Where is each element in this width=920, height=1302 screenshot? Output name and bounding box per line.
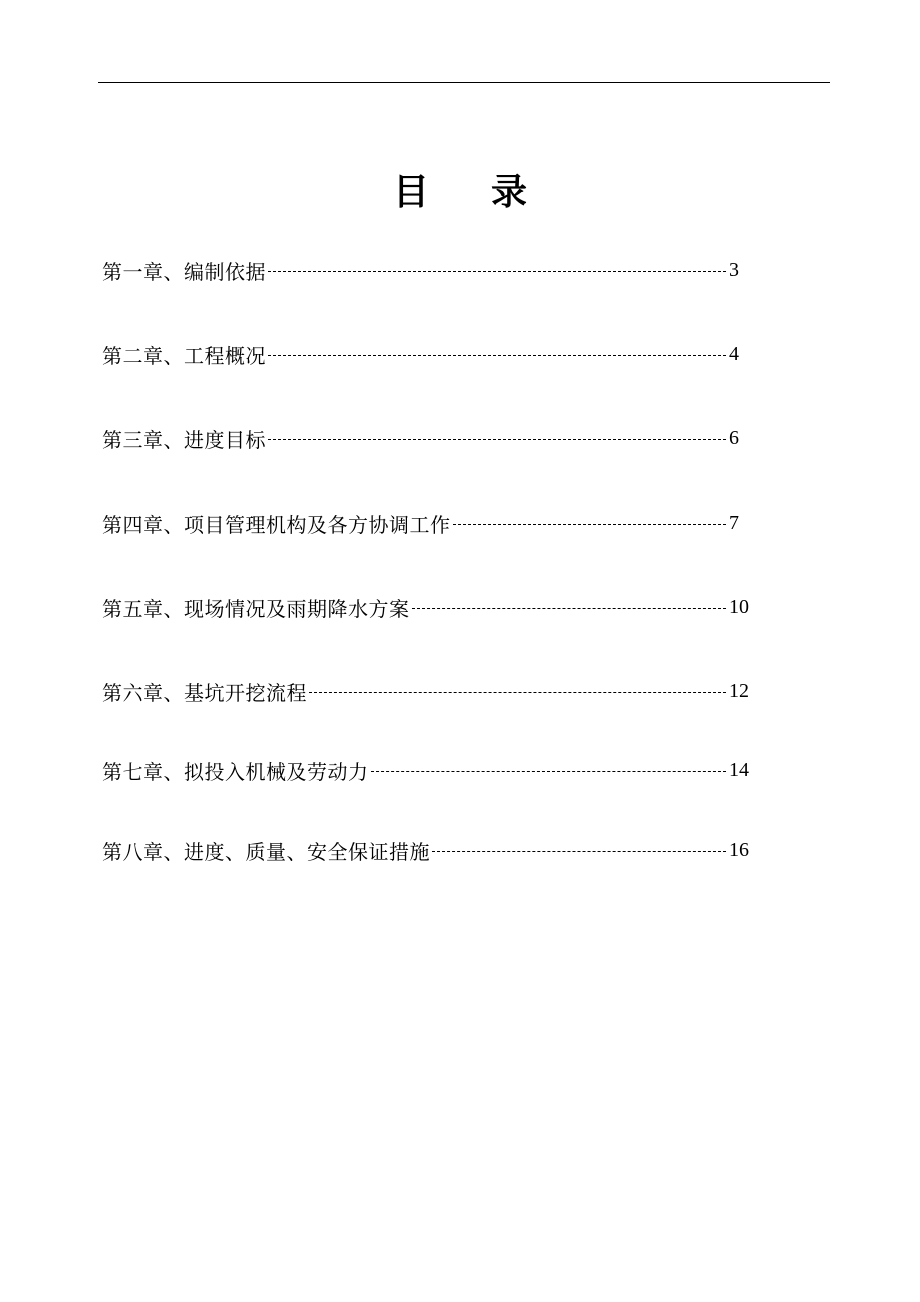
- toc-entry-label: 第六章、基坑开挖流程: [102, 680, 307, 705]
- toc-entry-page: 12: [729, 679, 749, 702]
- toc-entry-label: 第四章、项目管理机构及各方协调工作: [102, 512, 451, 537]
- toc-entry-2[interactable]: [102, 336, 739, 372]
- toc-leader: [268, 439, 726, 440]
- toc-title-char-2: 录: [491, 172, 528, 213]
- toc-entry-page: 16: [729, 838, 749, 861]
- toc-entry-page: 10: [729, 595, 749, 618]
- toc-title-char-1: 目: [392, 172, 429, 213]
- toc-leader: [268, 355, 726, 356]
- header-rule: [98, 82, 830, 83]
- toc-entry-page: 4: [729, 342, 739, 365]
- toc-entry-7[interactable]: [102, 752, 749, 788]
- toc-leader: [371, 771, 727, 772]
- toc-entry-page: 3: [729, 258, 739, 281]
- toc-title: [0, 168, 920, 218]
- toc-leader: [412, 608, 727, 609]
- toc-entry-label: 第七章、拟投入机械及劳动力: [102, 759, 369, 784]
- toc-entry-5[interactable]: [102, 589, 749, 625]
- toc-entry-3[interactable]: [102, 420, 739, 456]
- toc-entry-label: 第五章、现场情况及雨期降水方案: [102, 596, 410, 621]
- toc-entry-8[interactable]: [102, 832, 749, 868]
- toc-entry-1[interactable]: [102, 252, 739, 288]
- toc-entry-6[interactable]: [102, 673, 749, 709]
- toc-entry-page: 6: [729, 426, 739, 449]
- toc-entry-label: 第八章、进度、质量、安全保证措施: [102, 839, 430, 864]
- toc-leader: [268, 271, 726, 272]
- toc-entry-label: 第一章、编制依据: [102, 259, 266, 284]
- toc-entry-page: 7: [729, 511, 739, 534]
- toc-entry-4[interactable]: [102, 505, 739, 541]
- toc-leader: [453, 524, 727, 525]
- toc-leader: [432, 851, 726, 852]
- toc-leader: [309, 692, 726, 693]
- toc-entry-label: 第二章、工程概况: [102, 343, 266, 368]
- toc-entry-page: 14: [729, 758, 749, 781]
- toc-entry-label: 第三章、进度目标: [102, 427, 266, 452]
